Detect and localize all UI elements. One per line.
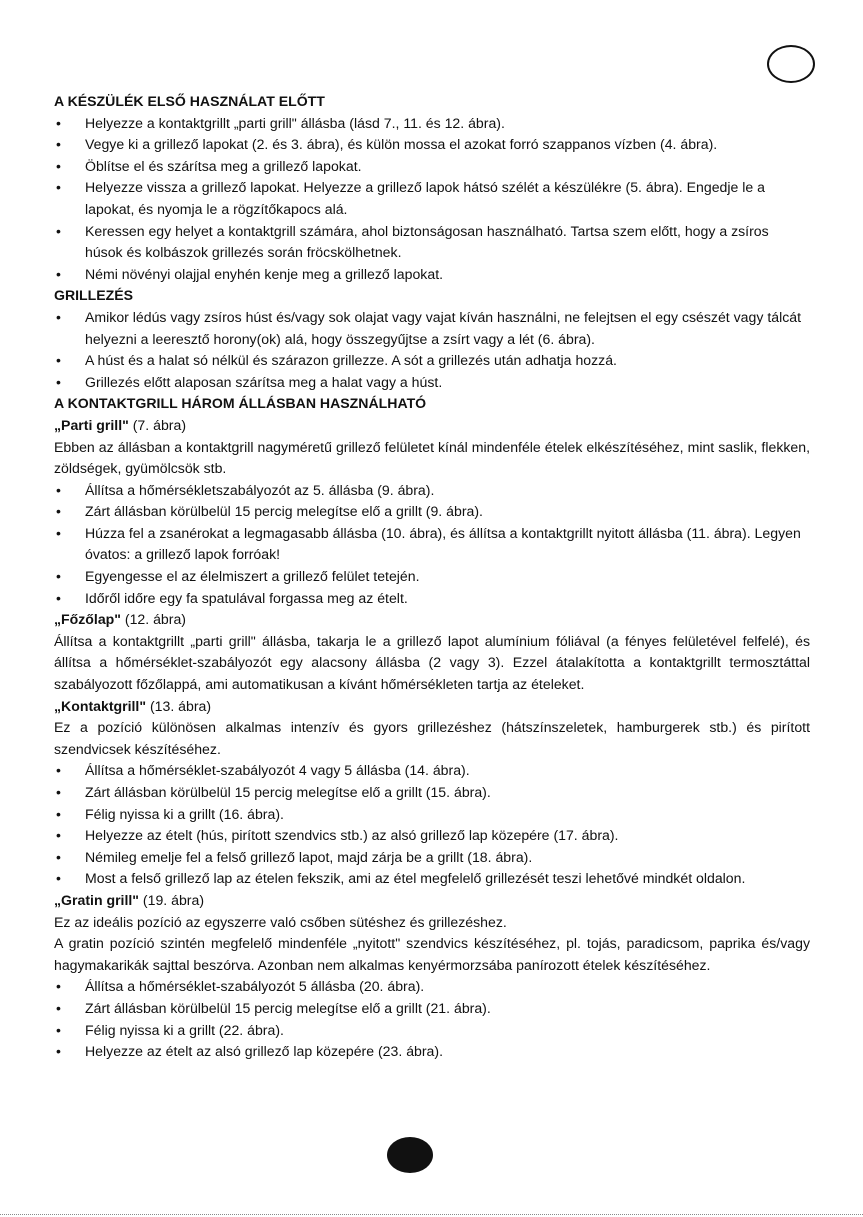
list-item: • Félig nyissa ki a grillt (22. ábra). [54, 1020, 810, 1042]
figure-ref: (13. ábra) [146, 697, 212, 714]
section-heading-first-use: A KÉSZÜLÉK ELSŐ HASZNÁLAT ELŐTT [54, 93, 325, 109]
manual-page-content [54, 91, 810, 1063]
list-item: • Időről időre egy fa spatulával forgassa meg az ételt. [54, 588, 810, 610]
list-item: • Félig nyissa ki a grillt (16. ábra). [54, 804, 810, 826]
paragraph: Ez a pozíció különösen alkalmas intenzív és gyors grillezéshez (hátszínszeletek, hamburgerek stb.) és pirított szendvicsek készítéséhez. [54, 719, 810, 757]
subheading-title: „Főzőlap" [54, 611, 121, 628]
list-item: • Némi növényi olajjal enyhén kenje meg a grillező lapokat. [54, 264, 810, 286]
list-item: • Egyengesse el az élelmiszert a grillező felület tetején. [54, 566, 810, 588]
subheading-title: „Parti grill" [54, 416, 129, 433]
list-item: • Zárt állásban körülbelül 15 percig melegítse elő a grillt (15. ábra). [54, 782, 810, 804]
page-number-dot [387, 1137, 433, 1173]
list-item: • Öblítse el és szárítsa meg a grillező lapokat. [54, 156, 810, 178]
list-item: • Helyezze a kontaktgrillt „parti grill" állásba (lásd 7., 11. és 12. ábra). [54, 113, 810, 135]
subheading-gratin-grill [54, 890, 810, 912]
paragraph: A gratin pozíció szintén megfelelő mindenféle „nyitott" szendvics készítéséhez, pl. tojás, paradicsom, paprika és/vagy hagymakarikák sajttal beszórva. Azonban nem alkalmas kenyérmorzsába panírozott ételek készítéséhez. [54, 935, 810, 973]
grilling-list [54, 307, 810, 393]
subheading-kontaktgrill [54, 696, 810, 718]
language-badge-oval [767, 45, 815, 83]
list-item: • Vegye ki a grillező lapokat (2. és 3. ábra), és külön mossa el azokat forró szappanos vízben (4. ábra). [54, 134, 810, 156]
paragraph: Ez az ideális pozíció az egyszerre való csőben sütéshez és grillezéshez. [54, 913, 507, 930]
subheading-parti-grill [54, 415, 810, 437]
paragraph: Ebben az állásban a kontaktgrill nagyméretű grillező felületet kínál mindenféle ételek elkészítéséhez, mint saslik, flekken, zöldségek, gyümölcsök stb. [54, 438, 810, 477]
list-item: • A húst és a halat só nélkül és szárazon grillezze. A sót a grillezés után adhatja hozzá. [54, 350, 810, 372]
list-item: • Keressen egy helyet a kontaktgrill számára, ahol biztonságosan használható. Tartsa szem előtt, hogy a zsíros húsok és kolbászok grillezés során fröcskölhetnek. [54, 221, 810, 264]
gratin-grill-list [54, 976, 810, 1062]
list-item: • Állítsa a hőmérséklet-szabályozót 4 vagy 5 állásba (14. ábra). [54, 760, 810, 782]
paragraph: Állítsa a kontaktgrillt „parti grill" állásba, takarja le a grillező lapot alumínium fóliával (a fényes felületével felfelé), és állítsa a hőmérséklet-szabályozót egy alacsony állásba (2 vagy 3). Ezzel átalakította a kontaktgrillt termosztáttal szabályozott főzőlappá, ami automatikusan a kívánt hőmérsékleten tartja az ételeket. [54, 632, 810, 693]
list-item: • Némileg emelje fel a felső grillező lapot, majd zárja be a grillt (18. ábra). [54, 847, 810, 869]
list-item: • Zárt állásban körülbelül 15 percig melegítse elő a grillt (21. ábra). [54, 998, 810, 1020]
figure-ref: (12. ábra) [120, 611, 186, 628]
subheading-title: „Kontaktgrill" [54, 697, 147, 714]
page-bottom-rule [0, 1214, 863, 1215]
list-item: • Állítsa a hőmérséklet-szabályozót 5 állásba (20. ábra). [54, 976, 810, 998]
list-item: • Most a felső grillező lap az ételen fekszik, ami az étel megfelelő grillezését teszi lehetővé mindkét oldalon. [54, 868, 810, 890]
list-item: • Húzza fel a zsanérokat a legmagasabb állásba (10. ábra), és állítsa a kontaktgrillt nyitott állásba (11. ábra). Legyen óvatos: a grillező lapok forróak! [54, 523, 810, 566]
list-item: • Helyezze vissza a grillező lapokat. Helyezze a grillező lapok hátsó szélét a készülékre (5. ábra). Engedje le a lapokat, és nyomja le a rögzítőkapocs alá. [54, 177, 810, 220]
figure-ref: (19. ábra) [139, 891, 205, 908]
list-item: • Zárt állásban körülbelül 15 percig melegítse elő a grillt (9. ábra). [54, 501, 810, 523]
list-item: • Állítsa a hőmérsékletszabályozót az 5. állásba (9. ábra). [54, 480, 810, 502]
subheading-title: „Gratin grill" [54, 891, 139, 908]
parti-grill-list [54, 480, 810, 610]
list-item: • Helyezze az ételt (hús, pirított szendvics stb.) az alsó grillező lap közepére (17. ábra). [54, 825, 810, 847]
list-item: • Helyezze az ételt az alsó grillező lap közepére (23. ábra). [54, 1041, 810, 1063]
list-item: • Grillezés előtt alaposan szárítsa meg a halat vagy a húst. [54, 372, 810, 394]
subheading-fozolap [54, 609, 810, 631]
kontaktgrill-list [54, 760, 810, 890]
section-heading-grilling: GRILLEZÉS [54, 287, 134, 304]
list-item: • Amikor lédús vagy zsíros húst és/vagy sok olajat vagy vajat kíván használni, ne felejtsen el egy csészét vagy tálcát helyezni a leeresztő horony(ok) alá, hogy összegyűjtse a zsírt vagy a lét (6. ábra). [54, 307, 810, 350]
section-heading-three-positions: A KONTAKTGRILL HÁROM ÁLLÁSBAN HASZNÁLHATÓ [54, 395, 427, 412]
figure-ref: (7. ábra) [128, 416, 187, 433]
first-use-list [54, 113, 810, 286]
